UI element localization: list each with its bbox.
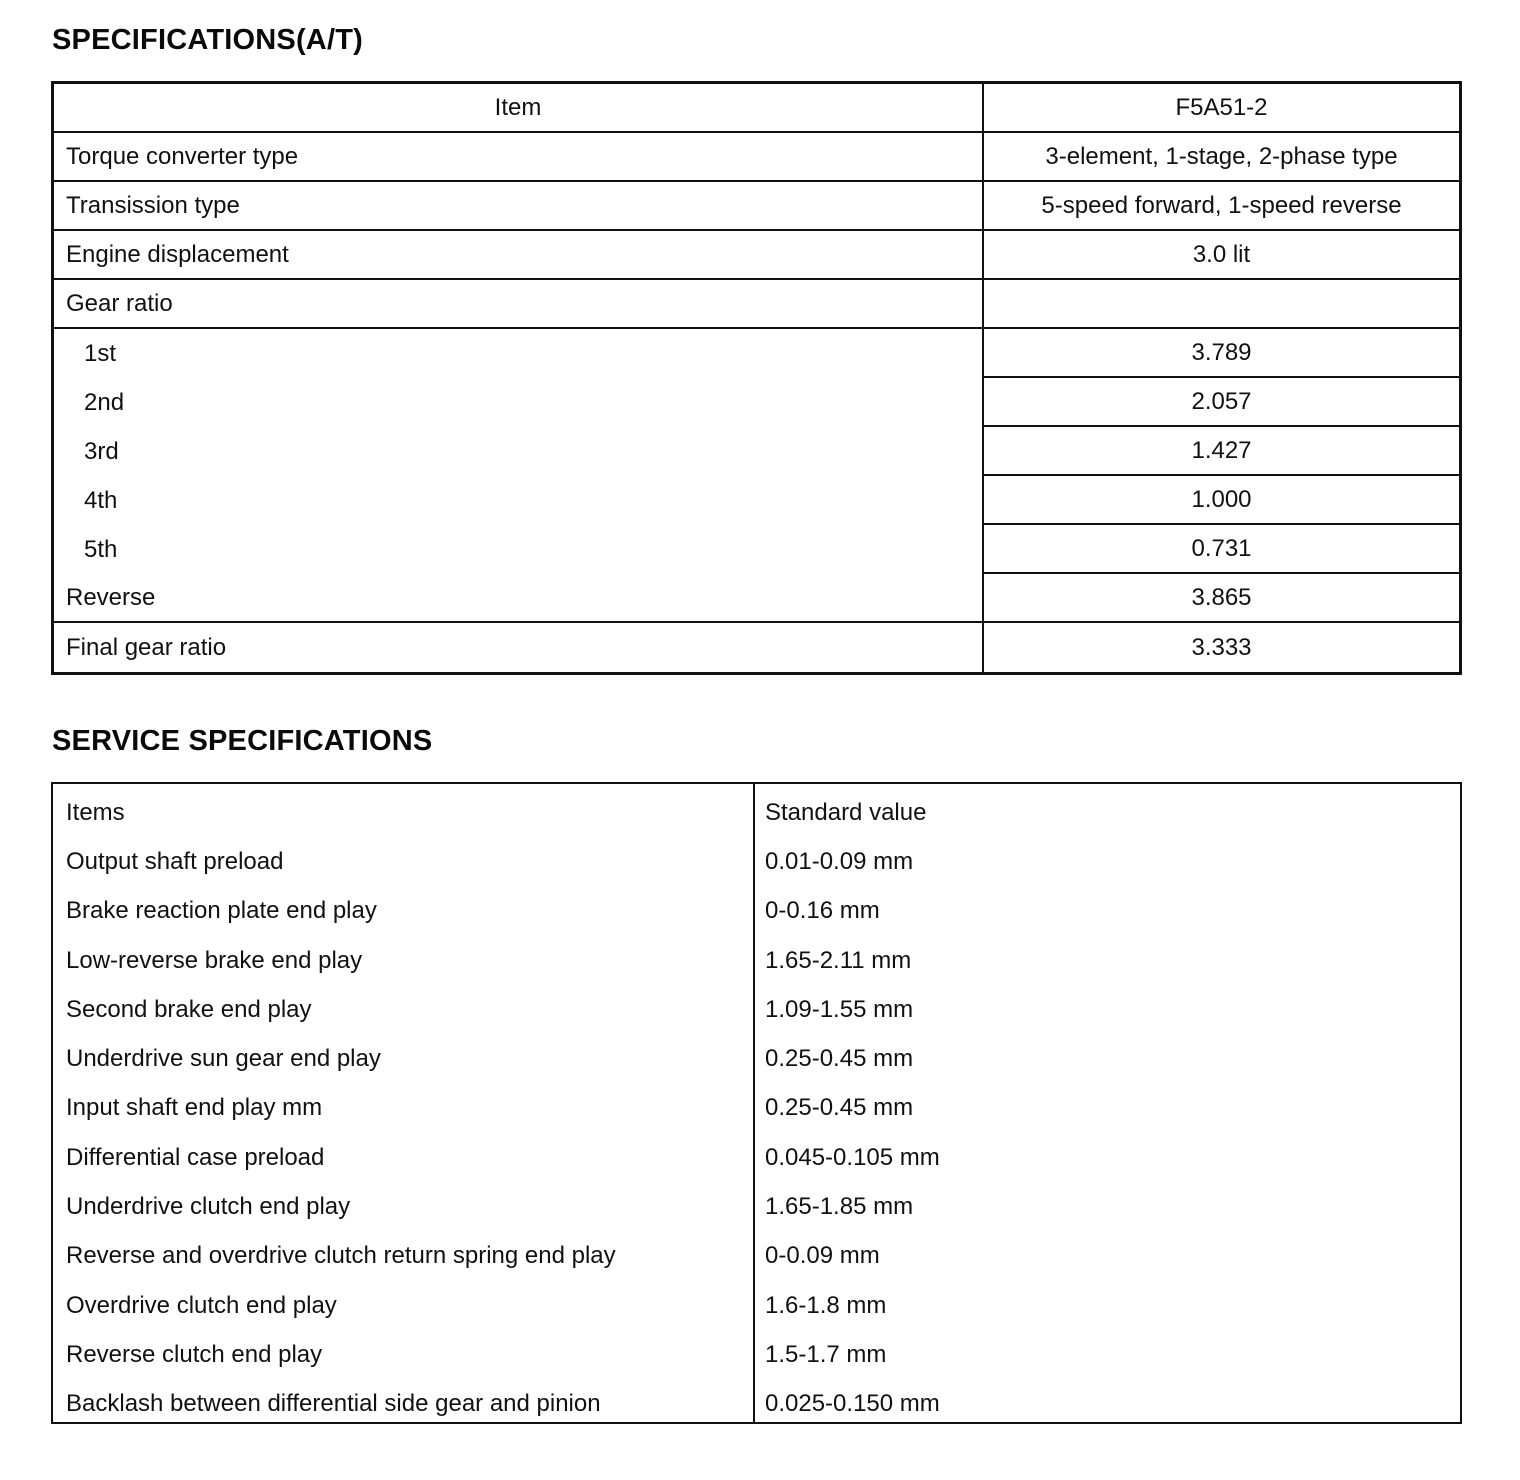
service-item-label: Reverse and overdrive clutch return spring end play [66, 1242, 616, 1270]
service-row [53, 1034, 1460, 1083]
spec-header-row [54, 84, 1459, 133]
service-item-value: 0-0.16 mm [765, 897, 880, 925]
service-item-label: Underdrive clutch end play [66, 1193, 351, 1221]
spec-row [54, 182, 1459, 231]
spec-item-label: Gear ratio [54, 280, 984, 327]
spec-item-label: 1st [54, 329, 984, 378]
spec-item-label: Reverse [54, 574, 984, 621]
spec-row [54, 574, 1459, 623]
service-row [53, 1084, 1460, 1133]
service-item-label: Low-reverse brake end play [66, 946, 363, 974]
service-row [53, 1133, 1460, 1182]
service-item-label: Underdrive sun gear end play [66, 1045, 381, 1073]
spec-item-value: 0.731 [984, 525, 1459, 574]
spec-item-label: Engine displacement [54, 231, 984, 278]
service-item-label: Backlash between differential side gear and pinion [66, 1390, 601, 1418]
service-header-items: Items [66, 798, 125, 826]
service-item-label: Reverse clutch end play [66, 1340, 323, 1368]
service-row [53, 1182, 1460, 1231]
service-row [53, 1281, 1460, 1330]
service-item-value: 0.045-0.105 mm [765, 1143, 940, 1171]
spec-item-value: 1.000 [984, 476, 1459, 525]
service-item-label: Overdrive clutch end play [66, 1291, 337, 1319]
spec-row [54, 329, 1459, 378]
spec-item-label: 4th [54, 476, 984, 525]
spec-row [54, 427, 1459, 476]
spec-row [54, 231, 1459, 280]
spec-item-value: 3.865 [1191, 583, 1252, 611]
service-item-value: 1.5-1.7 mm [765, 1340, 887, 1368]
service-row [53, 1380, 1460, 1429]
service-header-row [53, 788, 1460, 837]
service-item-value: 0.25-0.45 mm [765, 1094, 914, 1122]
specifications-title: SPECIFICATIONS(A/T) [52, 24, 363, 56]
service-item-label: Brake reaction plate end play [66, 897, 377, 925]
service-item-value: 0-0.09 mm [765, 1242, 880, 1270]
spec-item-label: 2nd [54, 378, 984, 427]
spec-row [54, 525, 1459, 574]
spec-item-value: 3-element, 1-stage, 2-phase type [1045, 142, 1398, 170]
spec-row [54, 133, 1459, 182]
spec-item-value: 3.333 [1191, 633, 1252, 661]
service-item-value: 1.65-2.11 mm [765, 946, 912, 974]
service-row [53, 837, 1460, 886]
spec-item-label: Final gear ratio [54, 623, 984, 672]
spec-item-value: 2.057 [984, 378, 1459, 427]
service-row [53, 985, 1460, 1034]
spec-row [54, 378, 1459, 427]
service-item-label: Second brake end play [66, 995, 312, 1023]
service-item-label: Input shaft end play mm [66, 1094, 323, 1122]
service-item-value: 0.01-0.09 mm [765, 847, 914, 875]
service-item-value: 1.09-1.55 mm [765, 995, 914, 1023]
service-item-value: 0.025-0.150 mm [765, 1390, 940, 1418]
service-row [53, 1232, 1460, 1281]
spec-item-label: Torque converter type [54, 133, 984, 180]
spec-item-value: 5-speed forward, 1-speed reverse [1041, 191, 1402, 219]
spec-item-value: 1.427 [984, 427, 1459, 476]
spec-header-item: Item [54, 84, 984, 131]
spec-item-label: 5th [54, 525, 984, 574]
spec-item-label: 3rd [54, 427, 984, 476]
service-row [53, 887, 1460, 936]
service-row [53, 1330, 1460, 1379]
service-item-value: 0.25-0.45 mm [765, 1045, 914, 1073]
specifications-table [51, 81, 1462, 675]
spec-item-value: 3.789 [984, 329, 1459, 378]
service-item-label: Differential case preload [66, 1143, 325, 1171]
service-item-value: 1.65-1.85 mm [765, 1193, 914, 1221]
spec-item-label: Transission type [54, 182, 984, 229]
spec-item-value [984, 280, 1459, 327]
spec-header-model: F5A51-2 [1175, 93, 1268, 121]
service-row [53, 936, 1460, 985]
service-specifications-title: SERVICE SPECIFICATIONS [52, 725, 433, 757]
service-item-value: 1.6-1.8 mm [765, 1291, 887, 1319]
service-header-standard-value: Standard value [765, 798, 927, 826]
spec-item-value: 3.0 lit [1192, 240, 1251, 268]
spec-row [54, 623, 1459, 672]
spec-row [54, 280, 1459, 329]
service-item-label: Output shaft preload [66, 847, 284, 875]
spec-row [54, 476, 1459, 525]
service-specifications-table [51, 782, 1462, 1424]
